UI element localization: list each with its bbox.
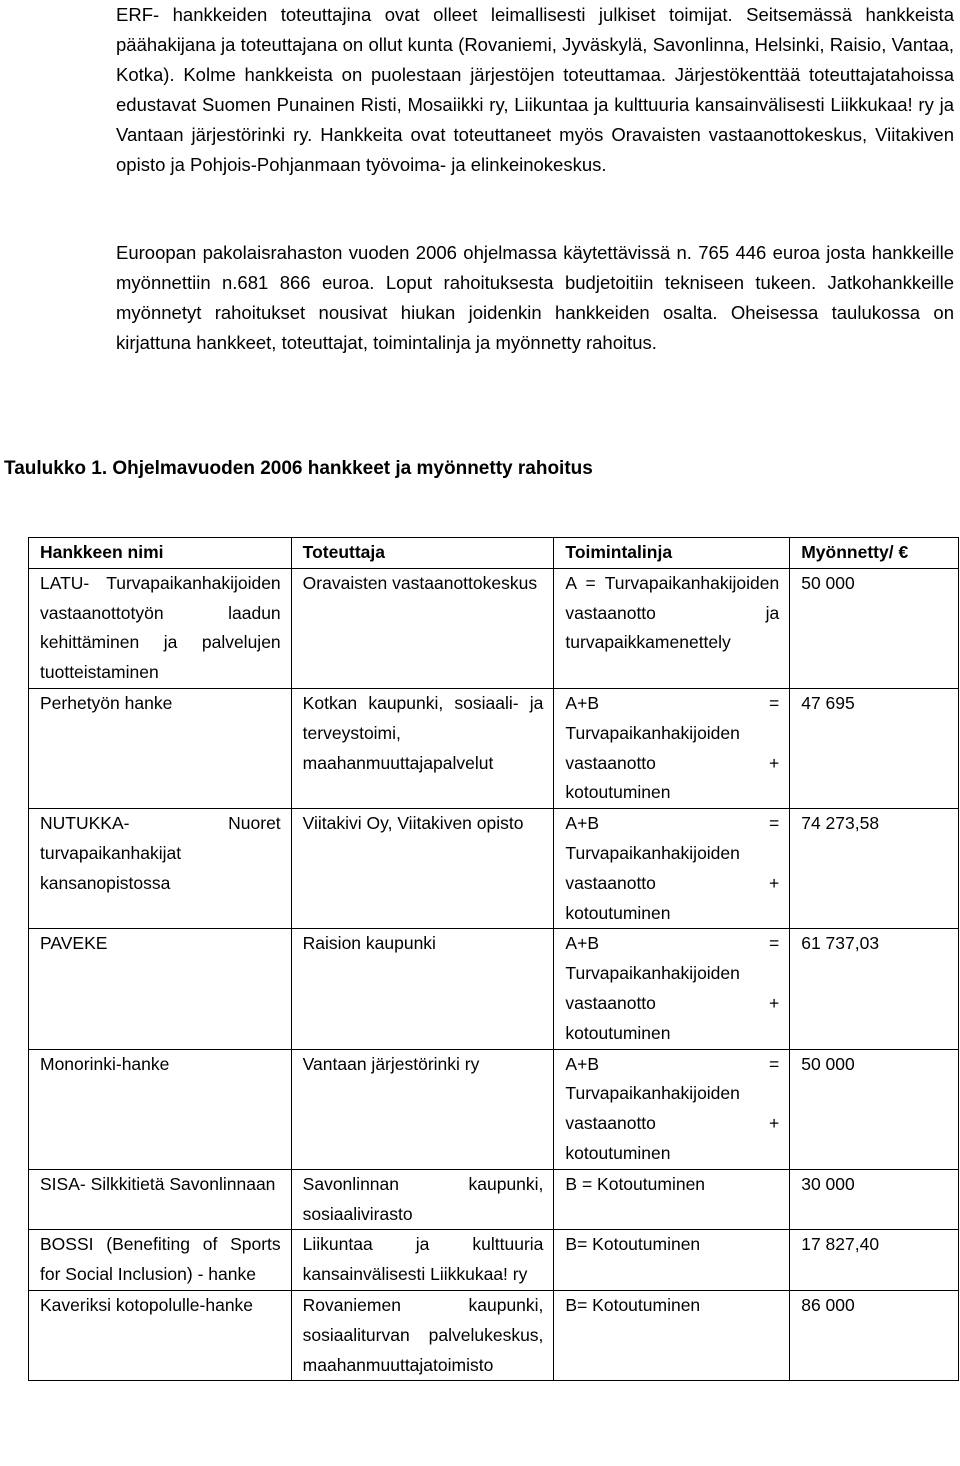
funding-table [28, 537, 959, 1381]
project-name: LATU- Turvapaikanhakijoiden vastaanottotyön laadun kehittäminen ja palvelujen tuotteistaminen [29, 568, 292, 688]
table-row [29, 1049, 959, 1169]
granted-amount: 30 000 [790, 1169, 959, 1230]
action-line: B= Kotoutuminen [554, 1230, 790, 1291]
body-paragraph-1: ERF- hankkeiden toteuttajina ovat olleet leimallisesti julkiset toimijat. Seitsemässä hankkeista päähakijana ja toteuttajana on ollut kunta (Rovaniemi, Jyväskylä, Savonlinna, Helsinki, Raisio, Vantaa, Kotka). Kolme hankkeista on puolestaan järjestöjen toteuttamaa. Järjestökenttää toteuttajatahoissa edustavat Suomen Punainen Risti, Mosaiikki ry, Liikuntaa ja kulttuuria kansainvälisesti Liikkukaa! ry ja Vantaan järjestörinki ry. Hankkeita ovat toteuttaneet myös Oravaisten vastaanottokeskus, Viitakiven opisto ja Pohjois-Pohjanmaan työvoima- ja elinkeinokeskus. [116, 4, 954, 175]
table-row [29, 568, 959, 688]
granted-amount: 50 000 [790, 1049, 959, 1169]
granted-amount: 17 827,40 [790, 1230, 959, 1291]
implementer: Oravaisten vastaanottokeskus [291, 568, 554, 688]
action-line: A+B = Turvapaikanhakijoiden vastaanotto + kotoutuminen [554, 929, 790, 1049]
implementer: Liikuntaa ja kulttuuria kansainvälisesti Liikkukaa! ry [291, 1230, 554, 1291]
table-row [29, 1169, 959, 1230]
implementer: Raision kaupunki [291, 929, 554, 1049]
granted-amount: 47 695 [790, 688, 959, 808]
project-name: Perhetyön hanke [29, 688, 292, 808]
action-line: A = Turvapaikanhakijoiden vastaanotto ja turvapaikkamenettely [554, 568, 790, 688]
table-row [29, 929, 959, 1049]
implementer: Savonlinnan kaupunki, sosiaalivirasto [291, 1169, 554, 1230]
table-row [29, 1230, 959, 1291]
granted-amount: 86 000 [790, 1290, 959, 1380]
project-name: SISA- Silkkitietä Savonlinnaan [29, 1169, 292, 1230]
header-granted: Myönnetty/ € [790, 538, 959, 569]
implementer: Kotkan kaupunki, sosiaali- ja terveystoimi, maahanmuuttajapalvelut [291, 688, 554, 808]
implementer: Vantaan järjestörinki ry [291, 1049, 554, 1169]
action-line: A+B = Turvapaikanhakijoiden vastaanotto + kotoutuminen [554, 1049, 790, 1169]
table-row [29, 809, 959, 929]
table-caption: Taulukko 1. Ohjelmavuoden 2006 hankkeet ja myönnetty rahoitus [4, 458, 593, 479]
table-row [29, 688, 959, 808]
project-name: BOSSI (Benefiting of Sports for Social Inclusion) - hanke [29, 1230, 292, 1291]
implementer: Rovaniemen kaupunki, sosiaaliturvan palvelukeskus, maahanmuuttajatoimisto [291, 1290, 554, 1380]
granted-amount: 74 273,58 [790, 809, 959, 929]
table-header-row [29, 538, 959, 569]
action-line: B= Kotoutuminen [554, 1290, 790, 1380]
body-paragraph-2: Euroopan pakolaisrahaston vuoden 2006 ohjelmassa käytettävissä n. 765 446 euroa josta hankkeille myönnettiin n.681 866 euroa. Loput rahoituksesta budjetoitiin tekniseen tukeen. Jatkohankkeille myönnetyt rahoitukset nousivat hiukan joidenkin hankkeiden osalta. Oheisessa taulukossa on kirjattuna hankkeet, toteuttajat, toimintalinja ja myönnetty rahoitus. [116, 242, 954, 353]
project-name: Kaveriksi kotopolulle-hanke [29, 1290, 292, 1380]
project-name: NUTUKKA- Nuoret turvapaikanhakijat kansanopistossa [29, 809, 292, 929]
granted-amount: 61 737,03 [790, 929, 959, 1049]
header-project-name: Hankkeen nimi [29, 538, 292, 569]
action-line: A+B = Turvapaikanhakijoiden vastaanotto + kotoutuminen [554, 809, 790, 929]
implementer: Viitakivi Oy, Viitakiven opisto [291, 809, 554, 929]
project-name: Monorinki-hanke [29, 1049, 292, 1169]
granted-amount: 50 000 [790, 568, 959, 688]
table-row [29, 1290, 959, 1380]
project-name: PAVEKE [29, 929, 292, 1049]
header-implementer: Toteuttaja [291, 538, 554, 569]
action-line: A+B = Turvapaikanhakijoiden vastaanotto + kotoutuminen [554, 688, 790, 808]
header-action-line: Toimintalinja [554, 538, 790, 569]
action-line: B = Kotoutuminen [554, 1169, 790, 1230]
